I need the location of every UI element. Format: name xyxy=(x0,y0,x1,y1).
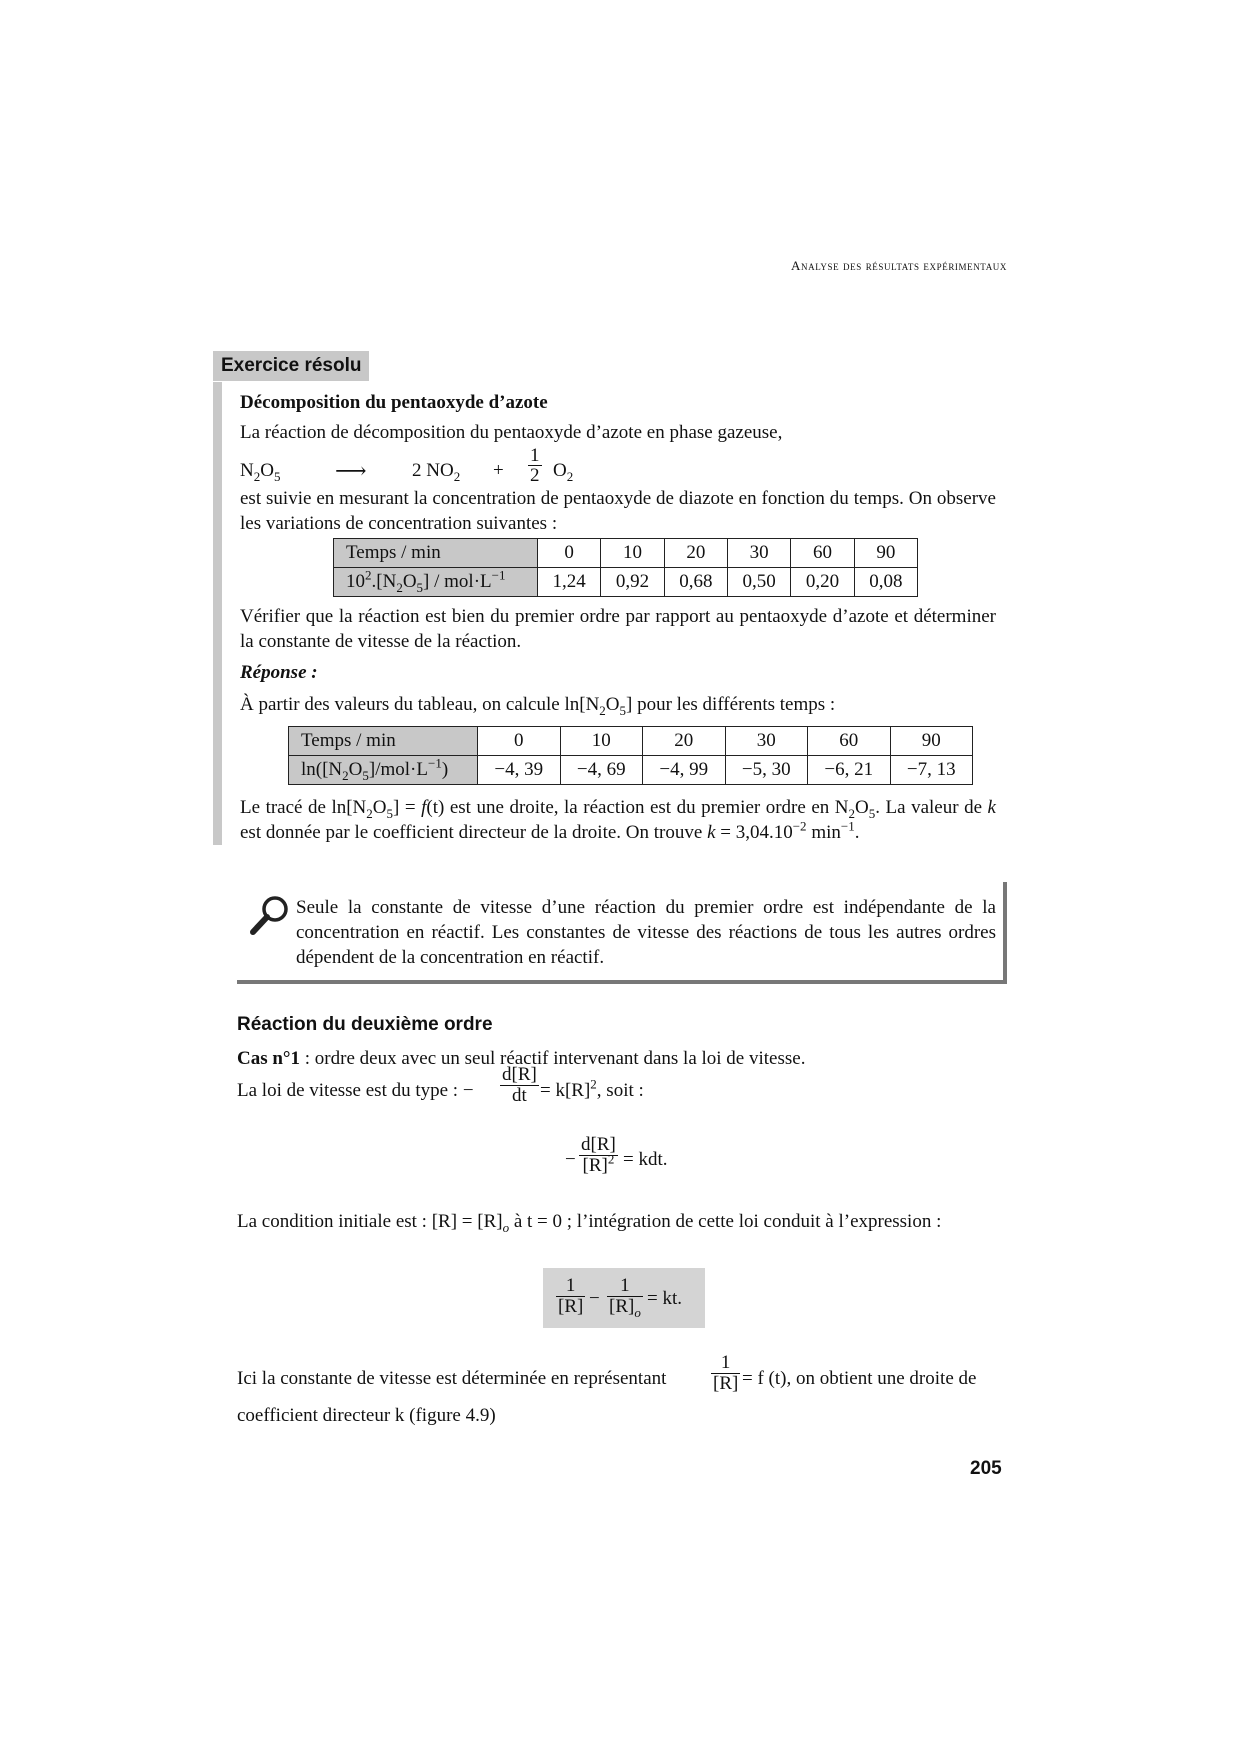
eq-product1: 2 $NO_2$ xyxy=(412,460,461,484)
table-cell: 90 xyxy=(854,539,917,568)
last-paragraph-line2: coefficient directeur k (figure 4.9) xyxy=(237,1405,496,1426)
last-text-post: = f (t), on obtient une droite de xyxy=(742,1368,977,1389)
eq-product2: $O_2$ xyxy=(553,460,574,484)
eq-fraction: $\frac{1}{2}$ xyxy=(530,445,540,486)
page-number: 205 xyxy=(970,1458,1002,1479)
table-cell: 0,08 xyxy=(854,568,917,597)
table-cell: 30 xyxy=(727,539,790,568)
rate-law-rhs: = $k[R]^2$, soit : xyxy=(540,1076,644,1101)
eq-arrow: ⟶ xyxy=(335,458,367,483)
table-cell: 30 xyxy=(725,727,808,756)
table-cell: 0,92 xyxy=(601,568,664,597)
rate-law-text: La loi de vitesse est du type : − xyxy=(237,1080,474,1101)
exercise-paragraph-1: est suivie en mesurant la concentration de pentaoxyde de diazote en fonction du temps. On observe les variations de concentration suivantes : xyxy=(240,488,996,534)
answer-label: Réponse : xyxy=(240,662,318,683)
table-cell: 20 xyxy=(664,539,727,568)
note-border-right xyxy=(1003,882,1007,984)
table-cell: 10 xyxy=(601,539,664,568)
exercise-tag: Exercice résolu xyxy=(213,351,369,381)
case-line: Cas n°1 : ordre deux avec un seul réactif intervenant dans la loi de vitesse. xyxy=(237,1048,806,1069)
exercise-title: Décomposition du pentaoxyde d’azote xyxy=(240,392,548,413)
table-cell: −6, 21 xyxy=(808,756,891,785)
table-cell: 0,20 xyxy=(791,568,854,597)
table-cell: −4, 69 xyxy=(560,756,643,785)
table-header-cell: $\ln([N_2O_5]/mol\cdot L^{-1})$ xyxy=(289,756,478,785)
boxed-equation xyxy=(543,1268,705,1328)
chemical-equation xyxy=(240,446,640,490)
exercise-paragraph-2: Vérifier que la réaction est bien du premier ordre par rapport au pentaoxyde d’azote et déterminer la constante de vitesse de la réaction. xyxy=(240,606,996,652)
magnifier-icon xyxy=(247,893,293,945)
running-title: Analyse des résultats expérimentaux xyxy=(791,258,1007,273)
running-header xyxy=(791,258,1007,274)
table-cell: 0 xyxy=(478,727,561,756)
table-row xyxy=(289,727,973,756)
exercise-paragraph-3: À partir des valeurs du tableau, on calcule $\ln[N_2O_5]$ pour les différents temps : xyxy=(240,694,836,718)
table-cell: 90 xyxy=(890,727,973,756)
eq2-minus: − xyxy=(565,1149,576,1170)
boxed-rhs: = kt. xyxy=(647,1288,682,1309)
exercise-intro: La réaction de décomposition du pentaoxyde d’azote en phase gazeuse, xyxy=(240,422,783,443)
boxed-fraction-1: $\frac{1}{[R]}$ xyxy=(558,1275,584,1317)
eq2-fraction: $\frac{d[R]}{[R]^2}$ xyxy=(581,1134,616,1176)
boxed-fraction-2: $\frac{1}{[R]_o}$ xyxy=(609,1275,641,1320)
rate-law-fraction: $\frac{d[R]}{dt}$ xyxy=(502,1064,537,1106)
rate-law-line xyxy=(237,1065,1007,1115)
table-cell: 0,68 xyxy=(664,568,727,597)
last-fraction: $\frac{1}{[R]}$ xyxy=(713,1352,739,1394)
log-concentration-table xyxy=(288,726,973,785)
table-row xyxy=(289,756,973,785)
table-header-cell: Temps / min xyxy=(289,727,478,756)
table-header-cell: Temps / min xyxy=(334,539,538,568)
eq-plus: + xyxy=(493,460,504,481)
note-text: Seule la constante de vitesse d’une réaction du premier ordre est indépendante de la concentration en réactif. Les constantes de vitesse des réactions de tous les autres ordres dépendent de la concentration en réactif. xyxy=(296,897,996,968)
table-cell: 0 xyxy=(538,539,601,568)
section-heading: Réaction du deuxième ordre xyxy=(237,1014,493,1035)
initial-condition: La condition initiale est : $[R] = [R]_o$ à t = 0 ; l’intégration de cette loi conduit à l’expression : xyxy=(237,1211,942,1235)
note-border-bottom xyxy=(237,980,1007,984)
table-cell: 60 xyxy=(791,539,854,568)
table-row xyxy=(334,568,918,597)
eq-reactant: $N_2O_5$ xyxy=(240,460,281,484)
boxed-minus: − xyxy=(589,1288,600,1309)
table-cell: −7, 13 xyxy=(890,756,973,785)
concentration-table xyxy=(333,538,918,597)
table-cell: −4, 99 xyxy=(643,756,726,785)
table-cell: −4, 39 xyxy=(478,756,561,785)
table-cell: 20 xyxy=(643,727,726,756)
last-paragraph xyxy=(237,1353,1007,1405)
table-cell: −5, 30 xyxy=(725,756,808,785)
table-cell: 60 xyxy=(808,727,891,756)
table-row xyxy=(334,539,918,568)
table-cell: 1,24 xyxy=(538,568,601,597)
exercise-side-bar xyxy=(213,382,222,845)
table-cell: 0,50 xyxy=(727,568,790,597)
table-header-cell: $10^2.[N_2O_5] / mol\cdot L^{-1}$ xyxy=(334,568,538,597)
differential-equation xyxy=(565,1135,765,1187)
eq2-rhs: = kdt. xyxy=(623,1149,668,1170)
table-cell: 10 xyxy=(560,727,643,756)
last-text-pre: Ici la constante de vitesse est déterminée en représentant xyxy=(237,1368,667,1389)
exercise-paragraph-4: Le tracé de $\ln[N_2O_5] = f(t)$ est une droite, la réaction est du premier ordre en $N_2O_5$. La valeur de k est donnée par le coefficient directeur de la droite. On trouve $k = 3,04.10^{-2}$ $\min^{-1}$. xyxy=(240,797,996,843)
